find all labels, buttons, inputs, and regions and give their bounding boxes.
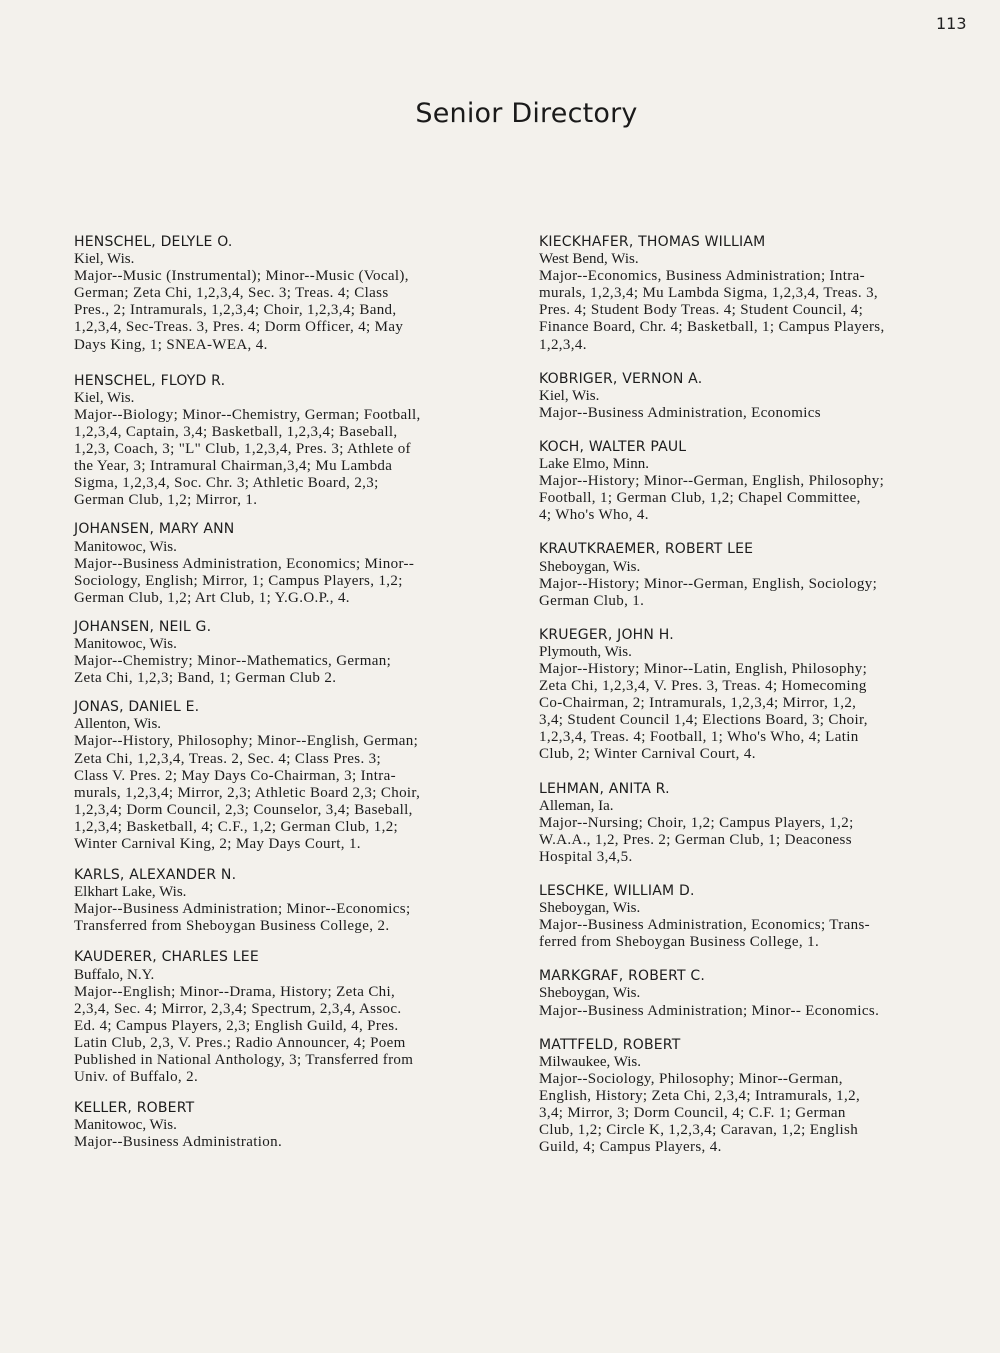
directory-entry [74, 521, 514, 606]
student-details: Major--Economics, Business Administration; Intra- murals, 1,2,3,4; Mu Lambda Sigma, 1,2,3,4, Treas. 3, Pres. 4; Student Body Treas. 4; Student Council, 4; Finance Board, Chr. 4; Basketball, 1; Campus Players, 1,2,3,4. [539, 268, 885, 353]
directory-entry [539, 234, 969, 354]
student-details: Major--Nursing; Choir, 1,2; Campus Players, 1,2; W.A.A., 1,2, Pres. 2; German Club, 1; Deaconess Hospital 3,4,5. [539, 814, 854, 865]
directory-entry [539, 541, 969, 609]
directory-entry [539, 781, 969, 866]
student-hometown: Kiel, Wis. [74, 389, 135, 406]
student-hometown: Sheboygan, Wis. [539, 985, 641, 1002]
student-details: Major--English; Minor--Drama, History; Zeta Chi, 2,3,4, Sec. 4; Mirror, 2,3,4; Spectrum, 2,3,4, Assoc. Ed. 4; Campus Players, 2,3; English Guild, 4, Pres. Latin Club, 2,3, V. Pres.; Radio Announcer, 4; Poem Published in National Anthology, 3; Transferred from Univ. of Buffalo, 2. [74, 983, 414, 1086]
student-hometown: Milwaukee, Wis. [539, 1053, 642, 1070]
student-name: JONAS, DANIEL E. [74, 699, 200, 716]
student-details: Major--Business Administration. [74, 1134, 283, 1151]
directory-entry [74, 373, 514, 510]
student-name: KRUEGER, JOHN H. [539, 626, 674, 643]
directory-entry [74, 867, 514, 935]
student-hometown: Manitowoc, Wis. [74, 635, 177, 652]
student-hometown: Kiel, Wis. [74, 251, 135, 268]
student-name: JOHANSEN, NEIL G. [74, 618, 212, 635]
right-column [539, 234, 969, 1156]
student-name: KAUDERER, CHARLES LEE [74, 949, 259, 966]
student-details: Major--Business Administration, Economics; Trans- ferred from Sheboygan Business College, 1. [539, 917, 871, 951]
student-name: KIECKHAFER, THOMAS WILLIAM [539, 234, 766, 250]
student-name: LESCHKE, WILLIAM D. [539, 883, 695, 899]
student-hometown: Sheboygan, Wis. [539, 900, 641, 917]
student-name: MARKGRAF, ROBERT C. [539, 968, 706, 985]
student-hometown: Manitowoc, Wis. [74, 538, 177, 555]
student-name: KOBRIGER, VERNON A. [539, 370, 703, 387]
student-details: Major--History; Minor--Latin, English, Philosophy; Zeta Chi, 1,2,3,4, V. Pres. 3, Treas. 4; Homecoming Co-Chairman, 2; Intramurals, 1,2,3,4; Mirror, 1,2, 3,4; Student Council 1,4; Elections Board, 3; Choir, 1,2,3,4, Treas. 4; Football, 1; Who's Who, 4; Latin Club, 2; Winter Carnival Court, 4. [539, 660, 868, 763]
student-name: KARLS, ALEXANDER N. [74, 867, 237, 884]
student-hometown: Allenton, Wis. [74, 716, 162, 733]
student-details: Major--Business Administration; Minor-- Economics. [539, 1002, 880, 1019]
student-hometown: Elkhart Lake, Wis. [74, 884, 187, 901]
student-hometown: West Bend, Wis. [539, 251, 639, 268]
directory-entry [74, 949, 514, 1086]
student-details: Major--History; Minor--German, English, Philosophy; Football, 1; German Club, 1,2; Chapel Committee, 4; Who's Who, 4. [539, 473, 885, 524]
student-details: Major--Music (Instrumental); Minor--Music (Vocal), German; Zeta Chi, 1,2,3,4, Sec. 3; Treas. 4; Class Pres., 2; Intramurals, 1,2,3,4; Choir, 1,2,3,4; Band, 1,2,3,4, Sec-Treas. 3, Pres. 4; Dorm Officer, 4; May Days King, 1; SNEA-WEA, 4. [74, 268, 409, 353]
student-details: Major--Sociology, Philosophy; Minor--German, English, History; Zeta Chi, 2,3,4; Intramurals, 1,2, 3,4; Mirror, 3; Dorm Council, 4; C.F. 1; German Club, 1,2; Circle K, 1,2,3,4; Caravan, 1,2; English Guild, 4; Campus Players, 4. [539, 1070, 861, 1156]
directory-entry [74, 1100, 514, 1151]
student-details: Major--History; Minor--German, English, Sociology; German Club, 1. [539, 575, 878, 609]
student-details: Major--Business Administration; Minor--Economics; Transferred from Sheboygan Business College, 2. [74, 901, 411, 935]
student-name: KOCH, WALTER PAUL [539, 438, 687, 455]
student-name: LEHMAN, ANITA R. [539, 780, 670, 797]
student-hometown: Manitowoc, Wis. [74, 1117, 177, 1134]
student-hometown: Alleman, Ia. [539, 797, 614, 814]
directory-entry [539, 883, 969, 951]
directory-entry [74, 234, 514, 354]
student-details: Major--Biology; Minor--Chemistry, German; Football, 1,2,3,4, Captain, 3,4; Basketball, 1,2,3,4; Baseball, 1,2,3, Coach, 3; "L" Club, 1,2,3,4, Pres. 3; Athlete of the Year, 3; Intramural Chairman,3,4; Mu Lambda Sigma, 1,2,3,4, Soc. Chr. 3; Athletic Board, 2,3; German Club, 1,2; Mirror, 1. [74, 406, 421, 509]
student-hometown: Plymouth, Wis. [539, 643, 632, 660]
page-title: Senior Directory [415, 98, 638, 129]
student-hometown: Kiel, Wis. [539, 387, 600, 404]
directory-entry [539, 1037, 969, 1157]
student-name: HENSCHEL, FLOYD R. [74, 372, 226, 389]
student-details: Major--Chemistry; Minor--Mathematics, German; Zeta Chi, 1,2,3; Band, 1; German Club 2. [74, 653, 392, 687]
directory-entry [74, 619, 514, 687]
directory-entry [539, 627, 969, 764]
student-name: MATTFELD, ROBERT [539, 1036, 681, 1053]
student-details: Major--Business Administration, Economics; Minor-- Sociology, English; Mirror, 1; Campus Players, 1,2; German Club, 1,2; Art Club, 1; Y.G.O.P., 4. [74, 555, 415, 606]
student-name: JOHANSEN, MARY ANN [74, 521, 235, 538]
directory-entry [74, 699, 514, 853]
student-name: KRAUTKRAEMER, ROBERT LEE [539, 541, 754, 558]
student-hometown: Sheboygan, Wis. [539, 558, 641, 575]
student-details: Major--History, Philosophy; Minor--English, German; Zeta Chi, 1,2,3,4, Treas. 2, Sec. 4; Class Pres. 3; Class V. Pres. 2; May Days Co-Chairman, 3; Intra- murals, 1,2,3,4; Mirror, 2,3; Athletic Board 2,3; Choir, 1,2,3,4; Dorm Council, 2,3; Counselor, 3,4; Baseball, 1,2,3,4; Basketball, 4; C.F., 1,2; German Club, 1,2; Winter Carnival King, 2; May Days Court, 1. [74, 733, 421, 852]
directory-entry [539, 968, 969, 1019]
student-name: KELLER, ROBERT [74, 1100, 195, 1117]
directory-entry [539, 439, 969, 524]
student-name: HENSCHEL, DELYLE O. [74, 234, 233, 250]
student-hometown: Buffalo, N.Y. [74, 966, 155, 983]
page-number: 113 [936, 14, 967, 33]
directory-entry [539, 371, 969, 422]
student-details: Major--Business Administration, Economics [539, 404, 821, 421]
student-hometown: Lake Elmo, Minn. [539, 456, 649, 473]
left-column [74, 234, 514, 1152]
